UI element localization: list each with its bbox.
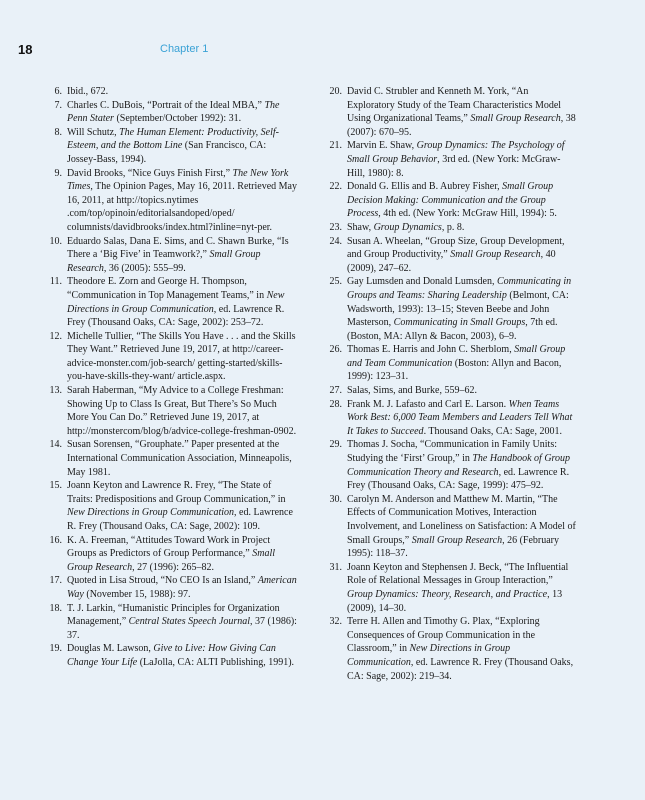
endnote-segment: , ed. Lawrence R. Frey (Thousand Oaks, CA: Sage, 2002): 253–72.: [67, 303, 285, 329]
endnote-text: [67, 167, 298, 235]
endnote-segment: David Brooks, “Nice Guys Finish First,”: [67, 167, 233, 179]
endnote-segment: , 3rd ed. (New York: McGraw-Hill, 1980): 8.: [347, 153, 561, 179]
endnote-text: [67, 438, 298, 479]
endnote-number: 27.: [329, 385, 342, 397]
endnote-number: 12.: [49, 330, 62, 342]
endnote-title: The Human Element: Productivity, Self-Esteem, and the Bottom Line: [67, 126, 279, 152]
endnote: [320, 221, 578, 235]
endnote-number: 9.: [54, 167, 62, 179]
endnote-number: 22.: [329, 181, 342, 193]
endnote-segment: (LaJolla, CA: ALTI Publishing, 1991).: [137, 656, 295, 668]
endnote-title: The Handbook of Group Communication Theory and Research: [347, 453, 571, 478]
endnote-segment: , The Opinion Pages, May 16, 2011. Retrieved May 16, 2011, at http://topics.nytimes .com/top/opinoin/editorialsandoped/oped/ columnists/davidbrooks/index.html?inline=nyt-per.: [67, 181, 297, 233]
page-number: 18: [18, 42, 33, 57]
endnote: [40, 167, 298, 235]
endnote-segment: Salas, Sims, and Burke, 559–62.: [347, 385, 477, 397]
endnote: [40, 534, 298, 575]
endnote-number: 14.: [49, 439, 62, 451]
endnote-text: [67, 275, 298, 329]
endnote-segment: Will Schutz,: [67, 126, 120, 138]
endnote-number: 8.: [54, 126, 62, 138]
endnote-text: [67, 642, 298, 669]
endnote-title: New Directions in Group Communication: [67, 507, 235, 519]
endnote: [40, 99, 298, 126]
endnote-title: Communicating in Groups and Teams: Sharing Leadership: [347, 276, 572, 301]
endnote: [320, 438, 578, 492]
notes-column-right: [320, 85, 578, 683]
endnote-number: 21.: [329, 140, 342, 152]
endnote-segment: K. A. Freeman, “Attitudes Toward Work in Project Groups as Predictors of Group Performance,”: [67, 534, 271, 560]
endnote-number: 10.: [49, 235, 62, 247]
endnote-segment: Frank M. J. Lafasto and Carl E. Larson.: [347, 398, 509, 410]
endnote-title: The Penn Stater: [67, 99, 280, 125]
endnote-text: [67, 85, 298, 99]
endnote-title: Group Dynamics: The Psychology of Small Group Behavior: [347, 140, 565, 165]
endnote-number: 24.: [329, 235, 342, 247]
endnote-title: Give to Live: How Giving Can Change Your Life: [67, 643, 276, 668]
endnote: [40, 330, 298, 384]
endnote-text: [67, 99, 298, 126]
endnote-number: 13.: [49, 385, 62, 397]
endnote-title: Communicating in Small Groups: [393, 317, 526, 329]
endnote: [40, 85, 298, 99]
endnote-number: 11.: [49, 276, 62, 288]
endnote-text: [67, 126, 298, 167]
endnote-segment: , 36 (2005): 555–99.: [103, 262, 186, 274]
endnote-number: 7.: [54, 99, 62, 111]
endnote-text: [347, 493, 578, 561]
endnote-segment: , 4th ed. (New York: McGraw Hill, 1994): 5.: [378, 208, 557, 220]
endnote-number: 20.: [329, 86, 342, 97]
endnote-number: 18.: [49, 602, 62, 614]
endnote-number: 6.: [54, 86, 62, 97]
endnote-title: Small Group Research: [411, 534, 503, 546]
endnote-segment: Michelle Tullier, “The Skills You Have . . . and the Skills They Want.” Retrieved June 19, 2017, at http://career-advice-monster.com/job-search/ getting-started/skills-you-have-skills-they-want/ article.aspx.: [67, 330, 296, 383]
endnote-number: 31.: [329, 561, 342, 573]
endnote-text: [347, 561, 578, 615]
endnote: [320, 615, 578, 683]
endnote-segment: Susan Sorensen, “Grouphate.” Paper presented at the International Communication Association, Minneapolis, May 1981.: [67, 439, 292, 478]
endnote: [320, 343, 578, 384]
endnote-segment: Douglas M. Lawson,: [67, 643, 154, 655]
endnote-segment: , 38 (2007): 670–95.: [347, 113, 576, 138]
endnote-number: 30.: [329, 493, 342, 505]
endnote-text: [67, 534, 298, 575]
endnote-text: [347, 221, 578, 235]
endnote: [320, 493, 578, 561]
endnote-segment: Thomas J. Socha, “Communication in Family Units: Studying the ‘First’ Group,” in: [347, 439, 557, 465]
endnote-segment: David C. Strubler and Kenneth M. York, “An Exploratory Study of the Team Characteristics Model Using Organizational Teams,”: [347, 86, 562, 125]
endnote-segment: (September/October 1992): 31.: [113, 113, 242, 125]
endnote-text: [67, 384, 298, 438]
endnote-segment: Charles C. DuBois, “Portrait of the Ideal MBA,”: [67, 99, 265, 111]
chapter-label: Chapter 1: [160, 43, 209, 55]
endnote-number: 16.: [49, 534, 62, 546]
endnote-number: 28.: [329, 398, 342, 410]
notes-column-left: [40, 85, 298, 670]
endnote-segment: Sarah Haberman, “My Advice to a College Freshman: Showing Up to Class Is Great, But There’s So Much More You Can Do.” Retrieved June 19, 2017, at http://monstercom/blog/b/advice-college-freshman-0902.: [67, 385, 297, 437]
endnote: [320, 139, 578, 180]
endnote: [40, 642, 298, 669]
endnote-segment: , 7th ed. (Boston, MA: Allyn & Bacon, 2003), 6–9.: [347, 317, 558, 342]
endnote: [320, 275, 578, 343]
endnote-title: Small Group Research: [470, 113, 561, 125]
endnote-title: American Way: [67, 575, 297, 600]
endnote-text: [347, 180, 578, 221]
endnote: [40, 275, 298, 329]
endnote-segment: (Boston: Allyn and Bacon, 1999): 123–31.: [347, 357, 562, 383]
endnote-segment: Eduardo Salas, Dana E. Sims, and C. Shawn Burke, “Is There a ‘Big Five’ in Teamwork?,”: [67, 235, 289, 261]
endnote-text: [347, 343, 578, 384]
endnote-title: Small Group Research: [67, 548, 276, 573]
endnote-segment: Thomas E. Harris and John C. Sherblom,: [347, 344, 515, 356]
endnote-title: Group Dynamics: Theory, Research, and Practice: [347, 588, 548, 600]
endnote-text: [67, 602, 298, 643]
endnote-segment: T. J. Larkin, “Humanistic Principles for Organization Management,”: [67, 602, 280, 628]
endnote-title: Small Group Decision Making: Communication and the Group Process: [347, 181, 554, 220]
endnote-title: Small Group Research: [67, 249, 261, 274]
endnote-title: Small Group and Team Communication: [347, 344, 566, 369]
endnote-segment: , 40 (2009), 247–62.: [347, 249, 556, 274]
endnote-segment: Joann Keyton and Stephensen J. Beck, “The Influential Role of Relational Messages in Group Interaction,”: [347, 561, 569, 587]
endnote-segment: Terre H. Allen and Timothy G. Plax, “Exploring Consequences of Group Communication in the Classroom,” in: [347, 616, 540, 655]
endnote-segment: Marvin E. Shaw,: [347, 140, 417, 152]
endnote-text: [67, 479, 298, 533]
endnote-segment: . Thousand Oaks, CA: Sage, 2001.: [423, 425, 562, 437]
endnote: [40, 126, 298, 167]
endnote-text: [67, 574, 298, 601]
endnote-text: [347, 384, 578, 398]
endnote: [320, 561, 578, 615]
endnote-segment: , ed. Lawrence R. Frey (Thousand Oaks, CA: Sage, 2002): 219–34.: [347, 656, 574, 682]
endnote-number: 17.: [49, 575, 62, 587]
endnote: [320, 398, 578, 439]
endnote-segment: Susan A. Wheelan, “Group Size, Group Development, and Group Productivity,”: [347, 235, 565, 261]
endnote-segment: , 27 (1996): 265–82.: [132, 561, 215, 573]
endnote: [40, 235, 298, 276]
endnote-segment: Donald G. Ellis and B. Aubrey Fisher,: [347, 181, 503, 193]
endnote: [320, 180, 578, 221]
endnote: [40, 574, 298, 601]
endnote-segment: , ed. Lawrence R. Frey (Thousand Oaks, CA: Sage, 1999): 475–92.: [347, 466, 570, 492]
endnote-title: New Directions in Group Communication: [347, 643, 511, 668]
endnote-text: [347, 398, 578, 439]
endnote-segment: Ibid., 672.: [67, 86, 109, 97]
endnote-segment: (Belmont, CA: Wadsworth, 1993): 13–15; Steven Beebe and John Masterson,: [347, 289, 569, 329]
endnote-segment: , p. 8.: [441, 221, 465, 233]
endnote-text: [67, 235, 298, 276]
endnote-text: [347, 615, 578, 683]
endnote: [40, 479, 298, 533]
endnote-number: 15.: [49, 480, 62, 492]
endnote-segment: , 37 (1986): 37.: [67, 616, 297, 641]
page-header: [18, 42, 645, 60]
endnote-title: Central States Speech Journal: [128, 616, 251, 628]
endnote-segment: Carolyn M. Anderson and Matthew M. Martin, “The Effects of Communication Motives, Interaction Involvement, and Loneliness on Satisfaction: A Model of Small Groups,”: [347, 493, 576, 546]
endnote-text: [347, 275, 578, 343]
endnote-segment: , 13 (2009), 14–30.: [347, 588, 563, 614]
endnote-text: [67, 330, 298, 384]
endnote-segment: (November 15, 1988): 97.: [83, 588, 191, 600]
endnote: [40, 438, 298, 479]
endnote-segment: , ed. Lawrence R. Frey (Thousand Oaks, CA: Sage, 2002): 109.: [67, 507, 293, 532]
endnote-segment: (San Francisco, CA: Jossey-Bass, 1994).: [67, 140, 267, 165]
endnote-text: [347, 85, 578, 139]
endnote-number: 32.: [329, 616, 342, 628]
endnote: [320, 235, 578, 276]
endnote-segment: Theodore E. Zorn and George H. Thompson, “Communication in Top Management Teams,” in: [67, 276, 267, 301]
endnote-number: 23.: [329, 221, 342, 233]
endnote-segment: Gay Lumsden and Donald Lumsden,: [347, 276, 497, 288]
endnote-number: 19.: [49, 643, 62, 655]
endnote-text: [347, 139, 578, 180]
endnote-title: The New York Times: [67, 167, 289, 193]
endnote-title: When Teams Work Best: 6,000 Team Members and Leaders Tell What It Takes to Succeed: [347, 398, 573, 437]
endnote-number: 25.: [329, 276, 342, 288]
endnote-segment: , 26 (February 1995): 118–37.: [347, 534, 560, 560]
endnote-segment: Quoted in Lisa Stroud, “No CEO Is an Island,”: [67, 575, 258, 587]
endnote-segment: Shaw,: [347, 221, 374, 233]
endnote-text: [347, 235, 578, 276]
endnote-title: New Directions in Group Communication: [67, 289, 285, 315]
endnote-text: [347, 438, 578, 492]
endnote-title: Group Dynamics: [373, 221, 442, 233]
endnote-segment: Joann Keyton and Lawrence R. Frey, “The State of Traits: Predispositions and Group Communication,” in: [67, 480, 286, 505]
endnote: [40, 602, 298, 643]
endnote: [320, 85, 578, 139]
endnote-number: 26.: [329, 344, 342, 356]
endnote: [320, 384, 578, 398]
endnote-title: Small Group Research: [450, 249, 541, 261]
endnote-number: 29.: [329, 439, 342, 451]
endnote: [40, 384, 298, 438]
